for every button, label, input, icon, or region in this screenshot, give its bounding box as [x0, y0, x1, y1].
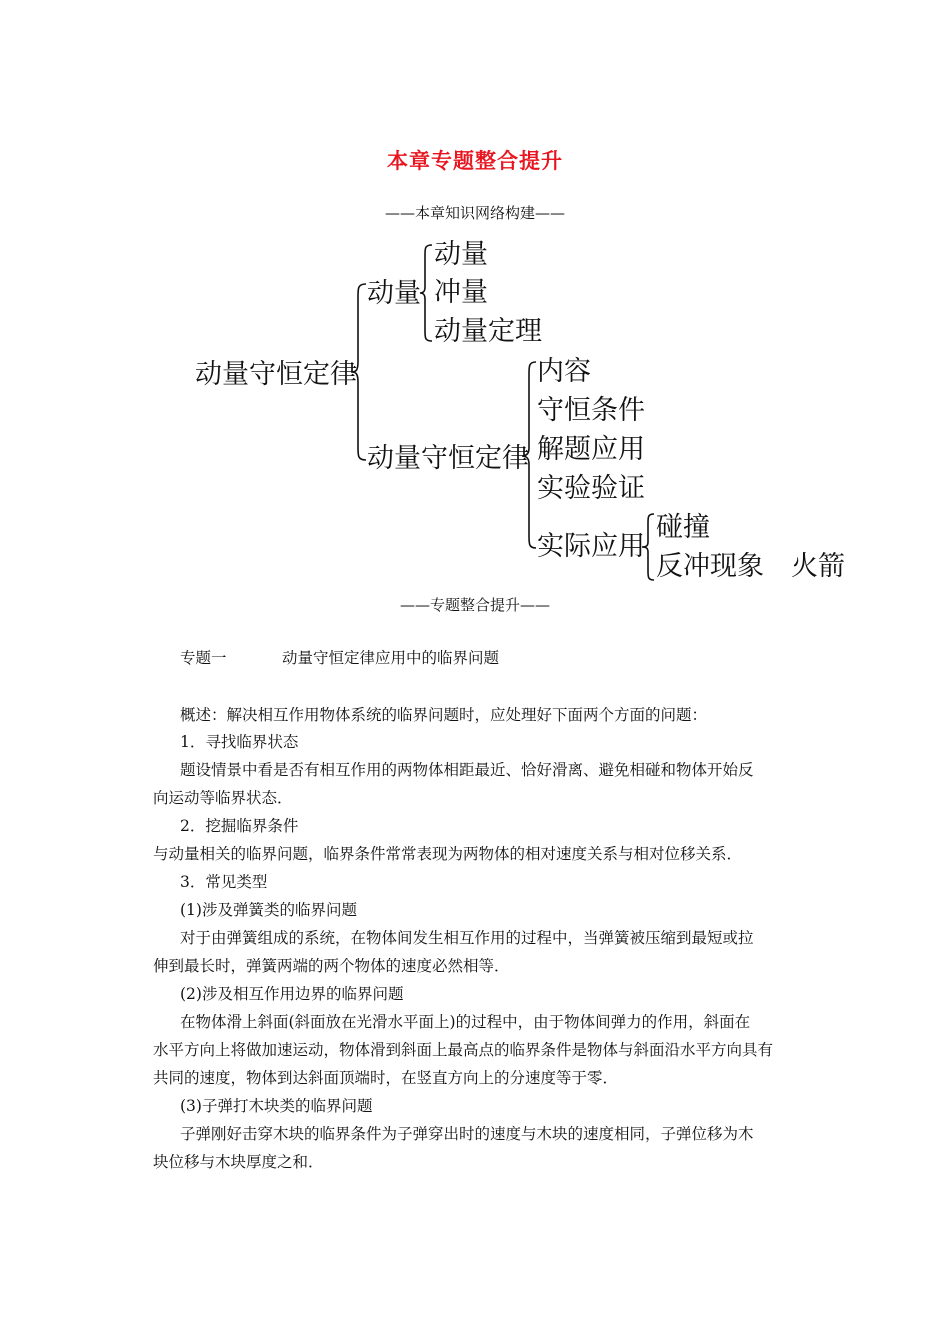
item-heading: 2．挖掘临界条件	[180, 817, 299, 835]
type-heading: (1)涉及弹簧类的临界问题	[180, 901, 357, 919]
paragraph-line: 在物体滑上斜面(斜面放在光滑水平面上)的过程中，由于物体间弹力的作用，斜面在	[180, 1013, 751, 1031]
page-title: 本章专题整合提升	[387, 149, 563, 173]
paragraph-line: 块位移与木块厚度之和．	[153, 1153, 324, 1171]
topic-number: 专题一	[180, 649, 227, 667]
map-item: 解题应用	[537, 434, 645, 465]
paragraph-line: 向运动等临界状态．	[153, 789, 293, 807]
map-item: 反冲现象 火箭	[656, 551, 845, 582]
paragraph-line: 水平方向上将做加速运动，物体滑到斜面上最高点的临界条件是物体与斜面沿水平方向具有	[153, 1041, 774, 1059]
map-item: 守恒条件	[537, 395, 645, 426]
item-heading: 3．常见类型	[180, 873, 268, 891]
section-heading-topics: ——专题整合提升——	[399, 596, 550, 614]
type-heading: (3)子弹打木块类的临界问题	[180, 1097, 373, 1115]
map-item: 内容	[537, 356, 591, 387]
map-branch-conservation: 动量守恒定律	[367, 443, 529, 474]
paragraph-line: 伸到最长时，弹簧两端的两个物体的速度必然相等．	[153, 957, 510, 975]
overview-text: 概述：解决相互作用物体系统的临界问题时，应处理好下面两个方面的问题：	[180, 706, 708, 724]
map-branch-momentum: 动量	[367, 278, 421, 309]
item-heading: 1．寻找临界状态	[180, 733, 299, 751]
root-brace	[350, 282, 370, 462]
paragraph-line: 子弹刚好击穿木块的临界条件为子弹穿出时的速度与木块的速度相同，子弹位移为木	[180, 1125, 754, 1143]
type-heading: (2)涉及相互作用边界的临界问题	[180, 985, 404, 1003]
map-branch-practical: 实际应用	[537, 531, 645, 562]
paragraph-line: 对于由弹簧组成的系统，在物体间发生相互作用的过程中，当弹簧被压缩到最短或拉	[180, 929, 754, 947]
topic-title: 动量守恒定律应用中的临界问题	[282, 649, 500, 667]
paragraph-line: 题设情景中看是否有相互作用的两物体相距最近、恰好滑离、避免相碰和物体开始反	[180, 761, 754, 779]
section-heading-knowledge-map: ——本章知识网络构建——	[384, 204, 565, 222]
map-item: 动量定理	[434, 316, 542, 347]
map-item: 动量	[434, 239, 488, 270]
paragraph-line: 与动量相关的临界问题，临界条件常常表现为两物体的相对速度关系与相对位移关系．	[153, 845, 743, 863]
map-item: 碰撞	[656, 512, 710, 543]
map-root: 动量守恒定律	[195, 359, 357, 390]
map-item: 实验验证	[537, 473, 645, 504]
map-item: 冲量	[434, 277, 488, 308]
paragraph-line: 共同的速度，物体到达斜面顶端时，在竖直方向上的分速度等于零．	[153, 1069, 619, 1087]
